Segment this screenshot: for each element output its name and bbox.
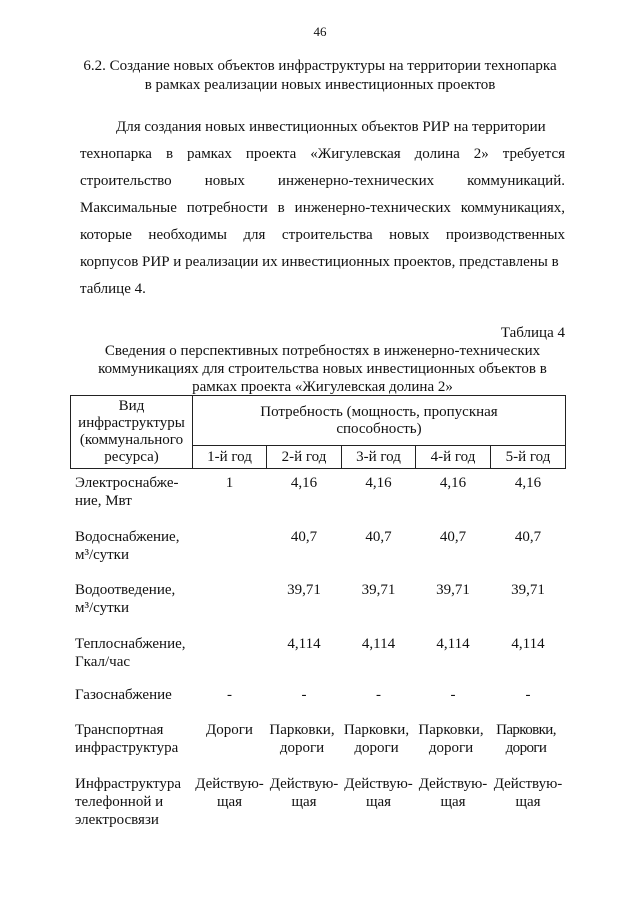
resource-name-line: Газоснабжение <box>75 687 172 703</box>
paragraph-line: Для создания новых инвестиционных объектов РИР на территории <box>116 119 546 135</box>
paragraph-line: Максимальные потребности в инженерно-технических коммуникациях, <box>80 200 565 216</box>
resource-name <box>75 686 195 704</box>
resource-name-line: Инфраструктура <box>75 776 182 792</box>
value-year-3: 4,114 <box>361 636 396 652</box>
resource-name-line: Теплоснабжение, <box>75 636 186 652</box>
resource-name-line: м³/сутки <box>75 547 129 563</box>
resource-type-header <box>70 398 193 466</box>
value-year-4: 4,16 <box>439 475 467 491</box>
resource-name <box>75 528 195 564</box>
value-year-3: 40,7 <box>365 529 392 545</box>
header-text-line: (коммунального <box>79 432 184 448</box>
value-year-4: 39,71 <box>436 582 470 598</box>
header-text-line: Потребность (мощность, пропускная <box>260 404 498 420</box>
value-year-5: - <box>525 687 531 703</box>
paragraph-line: корпусов РИР и реализации их инвестиционных проектов, представлены в <box>80 254 559 270</box>
resource-name <box>75 775 195 829</box>
resource-name-line: инфраструктура <box>75 740 179 756</box>
value-year-3: Действую- щая <box>344 776 413 810</box>
section-heading <box>80 57 560 95</box>
paragraph-line: которые необходимы для строительства новых производственных <box>80 227 565 243</box>
paragraph-line: строительство новых инженерно-технических коммуникаций. <box>80 173 565 189</box>
page-number: 46 <box>313 24 327 39</box>
table-caption <box>80 342 565 396</box>
resource-name-line: Электроснабже- <box>75 475 179 491</box>
value-year-5: 39,71 <box>511 582 545 598</box>
section-title-line-1: 6.2. Создание новых объектов инфраструктуры на территории технопарка <box>83 58 557 74</box>
resource-name-line: ние, Мвт <box>75 493 132 509</box>
value-year-4: - <box>450 687 456 703</box>
value-year-5: 4,114 <box>511 636 545 652</box>
value-year-5: Парковки, дороги <box>496 722 556 756</box>
value-year-4: Действую- щая <box>418 776 488 810</box>
caption-line-1: Сведения о перспективных потребностях в инженерно-технических <box>104 343 541 359</box>
resource-name <box>75 721 195 757</box>
value-year-1: Дороги <box>206 722 253 738</box>
value-year-4: 40,7 <box>439 529 467 545</box>
resource-name-line: Транспортная <box>75 722 164 738</box>
paragraph-line: таблице 4. <box>80 281 146 297</box>
paragraph-line: технопарка в рамках проекта «Жигулевская долина 2» требуется <box>80 146 565 162</box>
section-title-line-2: в рамках реализации новых инвестиционных проектов <box>144 77 496 93</box>
value-year-2: Парковки, дороги <box>269 722 335 756</box>
header-text-line: Вид <box>118 398 145 414</box>
resource-name <box>75 635 195 671</box>
value-year-5: 4,16 <box>514 475 542 491</box>
value-year-2: 40,7 <box>290 529 318 545</box>
value-year-4: Парковки, дороги <box>418 722 484 756</box>
resource-name-line: телефонной и <box>75 794 164 810</box>
table-number: Таблица 4 <box>500 325 565 341</box>
value-year-3: - <box>376 687 381 703</box>
value-year-5: 40,7 <box>514 529 542 545</box>
header-text-line: ресурса) <box>104 449 159 465</box>
value-year-4: 4,114 <box>436 636 470 652</box>
year-5-header: 5-й год <box>505 449 551 465</box>
header-text-line: инфраструктуры <box>78 415 185 431</box>
value-year-1: 1 <box>225 475 234 491</box>
value-year-1: Действую- щая <box>195 776 264 810</box>
value-year-2: - <box>301 687 307 703</box>
resource-name-line: электросвязи <box>75 812 159 828</box>
value-year-3: 39,71 <box>361 582 396 598</box>
resource-name-line: Гкал/час <box>75 654 131 670</box>
value-year-3: 4,16 <box>365 475 392 491</box>
value-year-2: 39,71 <box>287 582 321 598</box>
value-year-2: 4,114 <box>287 636 321 652</box>
year-3-header: 3-й год <box>356 449 401 465</box>
year-1-header: 1-й год <box>207 449 252 465</box>
resource-name-line: м³/сутки <box>75 600 129 616</box>
caption-line-3: рамках проекта «Жигулевская долина 2» <box>192 379 453 395</box>
resource-name-line: Водоотведение, <box>75 582 176 598</box>
resource-name <box>75 474 195 510</box>
value-year-2: 4,16 <box>290 475 318 491</box>
year-4-header: 4-й год <box>430 449 476 465</box>
value-year-3: Парковки, дороги <box>343 722 410 756</box>
caption-line-2: коммуникациях для строительства новых инвестиционных объектов в <box>98 361 547 377</box>
value-year-2: Действую- щая <box>269 776 339 810</box>
value-year-5: Действую- щая <box>493 776 563 810</box>
resource-name <box>75 581 195 617</box>
year-2-header: 2-й год <box>281 449 327 465</box>
resource-name-line: Водоснабжение, <box>75 529 180 545</box>
demand-group-header <box>192 404 566 438</box>
header-text-line: способность) <box>336 421 422 437</box>
value-year-1: - <box>227 687 232 703</box>
